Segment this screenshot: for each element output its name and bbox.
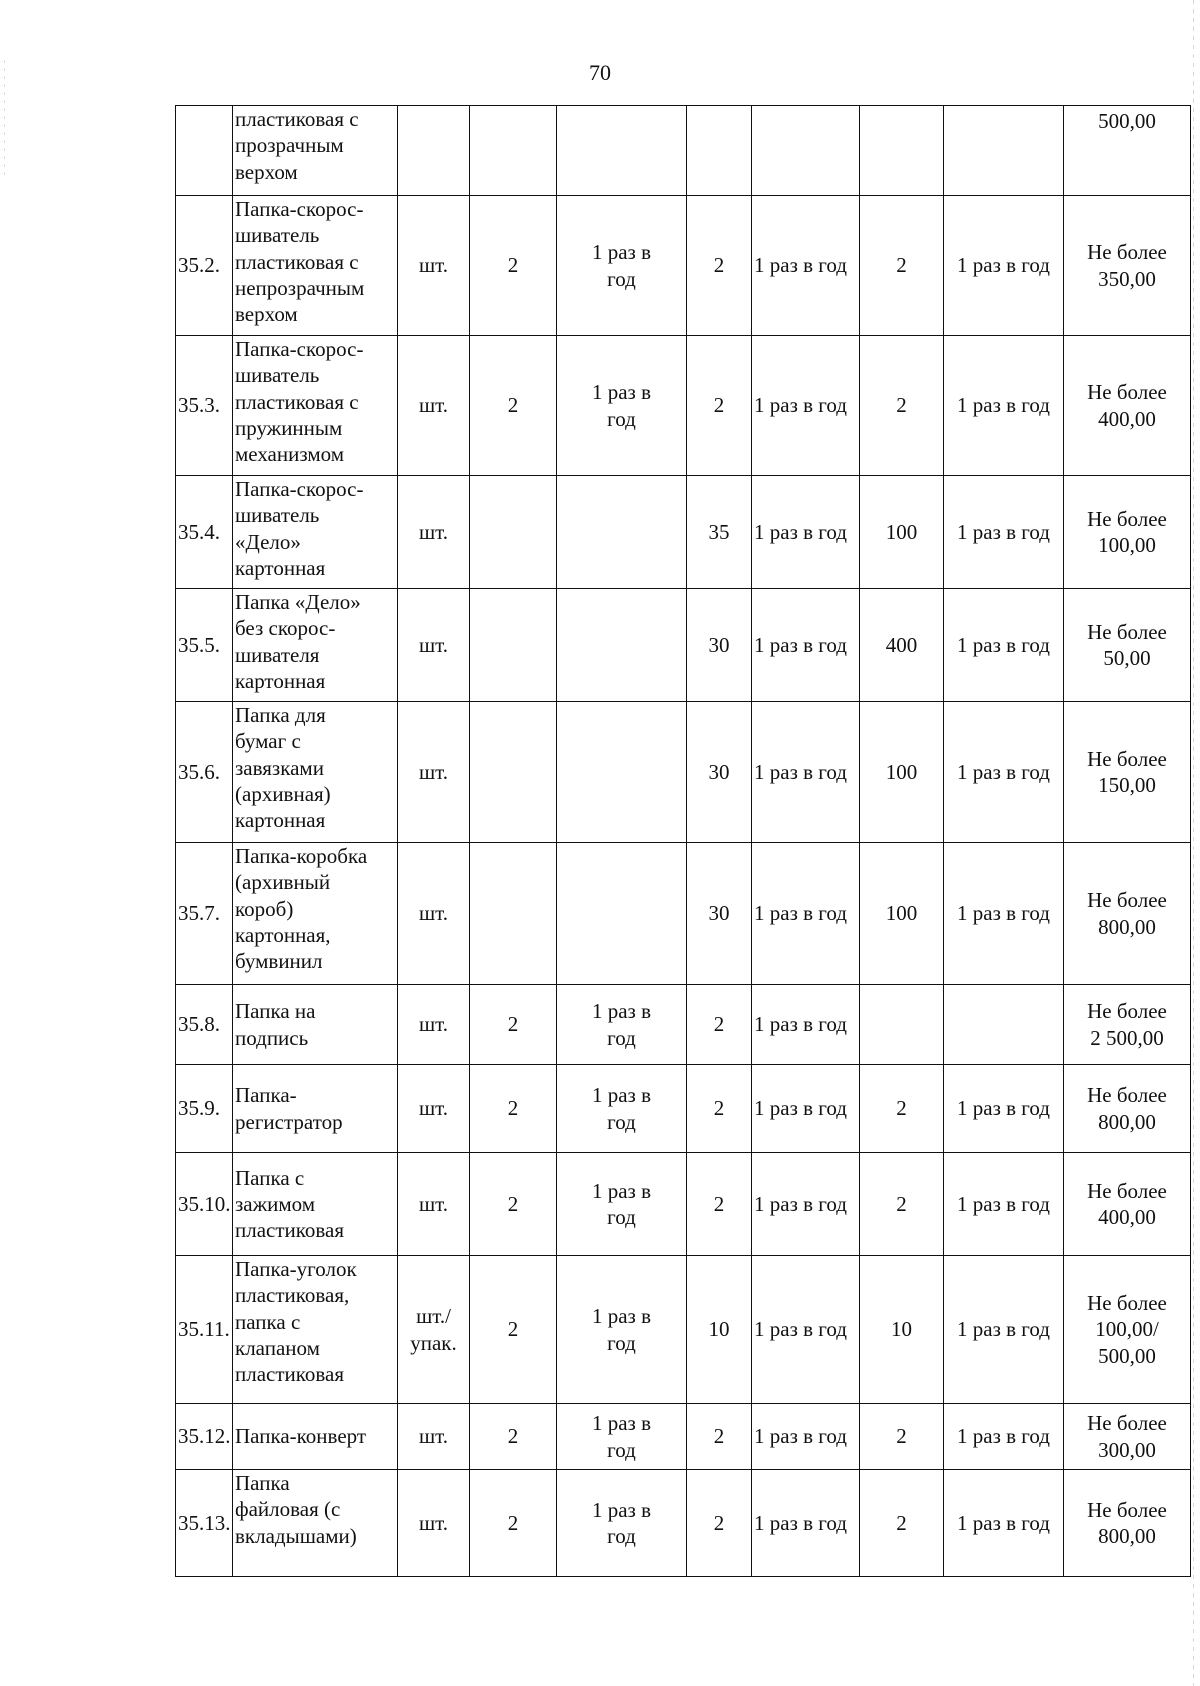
unit: шт. [398,1065,470,1153]
item-number: 35.9. [176,1065,233,1153]
table-row [176,1065,1191,1153]
price: Не более 800,00 [1064,1470,1191,1577]
item-name: Папка файловая (с вкладышами) [233,1470,398,1577]
price: Не более 800,00 [1064,843,1191,985]
qty-2: 2 [687,1404,752,1470]
frequency-3: 1 раз в год [944,1065,1064,1153]
qty-1 [470,106,557,196]
qty-2: 2 [687,196,752,336]
frequency-1 [557,843,687,985]
qty-1: 2 [470,1065,557,1153]
price: Не более 2 500,00 [1064,985,1191,1065]
qty-3: 100 [860,702,944,843]
table-row [176,196,1191,336]
qty-3: 2 [860,1470,944,1577]
table-row [176,476,1191,589]
qty-3: 100 [860,476,944,589]
qty-1: 2 [470,1153,557,1256]
qty-3: 2 [860,1153,944,1256]
item-name: Папка-скорос- шиватель пластиковая с непрозрачным верхом [233,196,398,336]
qty-2: 30 [687,843,752,985]
frequency-1: 1 раз в год [557,1470,687,1577]
qty-1: 2 [470,1256,557,1404]
table-row [176,985,1191,1065]
price: Не более 800,00 [1064,1065,1191,1153]
item-name: Папка «Дело» без скорос- шивателя картонная [233,589,398,702]
frequency-2: 1 раз в год [752,1470,860,1577]
price: Не более 300,00 [1064,1404,1191,1470]
item-name: Папка-коробка (архивный короб) картонная, бумвинил [233,843,398,985]
frequency-3: 1 раз в год [944,589,1064,702]
table-row [176,843,1191,985]
qty-2 [687,106,752,196]
item-number: 35.4. [176,476,233,589]
frequency-3: 1 раз в год [944,843,1064,985]
qty-3: 400 [860,589,944,702]
price: Не более 100,00/ 500,00 [1064,1256,1191,1404]
qty-2: 10 [687,1256,752,1404]
frequency-2: 1 раз в год [752,1404,860,1470]
unit: шт. [398,1153,470,1256]
item-number [176,106,233,196]
frequency-3: 1 раз в год [944,1470,1064,1577]
item-number: 35.5. [176,589,233,702]
frequency-2 [752,106,860,196]
frequency-2: 1 раз в год [752,985,860,1065]
frequency-3: 1 раз в год [944,1256,1064,1404]
frequency-1: 1 раз в год [557,1065,687,1153]
scan-edge-right [1193,0,1194,1686]
supplies-norms-table [175,105,1191,1577]
frequency-1 [557,702,687,843]
qty-2: 2 [687,336,752,476]
qty-1: 2 [470,1470,557,1577]
frequency-3 [944,106,1064,196]
qty-1 [470,702,557,843]
qty-1: 2 [470,1404,557,1470]
item-number: 35.2. [176,196,233,336]
table-row [176,1153,1191,1256]
qty-1: 2 [470,985,557,1065]
item-number: 35.8. [176,985,233,1065]
qty-1 [470,589,557,702]
item-name: Папка-уголок пластиковая, папка с клапаном пластиковая [233,1256,398,1404]
frequency-2: 1 раз в год [752,589,860,702]
qty-2: 35 [687,476,752,589]
item-name: Папка-скорос- шиватель пластиковая с пружинным механизмом [233,336,398,476]
unit: шт. [398,196,470,336]
price: Не более 350,00 [1064,196,1191,336]
frequency-3: 1 раз в год [944,1404,1064,1470]
qty-2: 2 [687,1065,752,1153]
table-row [176,336,1191,476]
item-number: 35.13. [176,1470,233,1577]
frequency-1 [557,106,687,196]
frequency-3: 1 раз в год [944,196,1064,336]
item-number: 35.10. [176,1153,233,1256]
table-row [176,1470,1191,1577]
qty-3: 2 [860,1404,944,1470]
price: Не более 400,00 [1064,336,1191,476]
price: Не более 50,00 [1064,589,1191,702]
price: 500,00 [1064,106,1191,196]
table-row [176,702,1191,843]
price: Не более 150,00 [1064,702,1191,843]
frequency-2: 1 раз в год [752,843,860,985]
qty-3: 10 [860,1256,944,1404]
frequency-2: 1 раз в год [752,196,860,336]
page-number: 70 [589,60,611,85]
item-number: 35.6. [176,702,233,843]
item-name: пластиковая с прозрачным верхом [233,106,398,196]
unit: шт. [398,1470,470,1577]
item-name: Папка-скорос- шиватель «Дело» картонная [233,476,398,589]
qty-2: 30 [687,589,752,702]
frequency-1 [557,476,687,589]
frequency-3: 1 раз в год [944,336,1064,476]
frequency-2: 1 раз в год [752,1065,860,1153]
frequency-2: 1 раз в год [752,1256,860,1404]
item-name: Папка-конверт [233,1404,398,1470]
item-number: 35.3. [176,336,233,476]
frequency-1 [557,589,687,702]
frequency-2: 1 раз в год [752,476,860,589]
unit: шт. [398,336,470,476]
price: Не более 400,00 [1064,1153,1191,1256]
frequency-2: 1 раз в год [752,336,860,476]
qty-1 [470,476,557,589]
qty-2: 30 [687,702,752,843]
qty-2: 2 [687,1470,752,1577]
unit: шт. [398,476,470,589]
table-row [176,1256,1191,1404]
qty-2: 2 [687,985,752,1065]
qty-1 [470,843,557,985]
qty-3: 2 [860,196,944,336]
frequency-1: 1 раз в год [557,336,687,476]
qty-3: 100 [860,843,944,985]
qty-1: 2 [470,196,557,336]
unit [398,106,470,196]
qty-3: 2 [860,1065,944,1153]
frequency-1: 1 раз в год [557,196,687,336]
qty-3: 2 [860,336,944,476]
price: Не более 100,00 [1064,476,1191,589]
qty-3 [860,106,944,196]
frequency-3: 1 раз в год [944,476,1064,589]
unit: шт. [398,1404,470,1470]
item-name: Папка на подпись [233,985,398,1065]
table-row [176,589,1191,702]
qty-3 [860,985,944,1065]
item-name: Папка для бумаг с завязками (архивная) картонная [233,702,398,843]
frequency-2: 1 раз в год [752,702,860,843]
unit: шт. [398,843,470,985]
unit: шт./ упак. [398,1256,470,1404]
unit: шт. [398,985,470,1065]
item-name: Папка с зажимом пластиковая [233,1153,398,1256]
frequency-1: 1 раз в год [557,985,687,1065]
frequency-2: 1 раз в год [752,1153,860,1256]
unit: шт. [398,702,470,843]
frequency-3: 1 раз в год [944,702,1064,843]
qty-1: 2 [470,336,557,476]
frequency-3 [944,985,1064,1065]
table-row [176,1404,1191,1470]
table-row [176,106,1191,196]
frequency-3: 1 раз в год [944,1153,1064,1256]
frequency-1: 1 раз в год [557,1153,687,1256]
frequency-1: 1 раз в год [557,1404,687,1470]
frequency-1: 1 раз в год [557,1256,687,1404]
unit: шт. [398,589,470,702]
qty-2: 2 [687,1153,752,1256]
item-number: 35.11. [176,1256,233,1404]
item-name: Папка- регистратор [233,1065,398,1153]
item-number: 35.12. [176,1404,233,1470]
item-number: 35.7. [176,843,233,985]
